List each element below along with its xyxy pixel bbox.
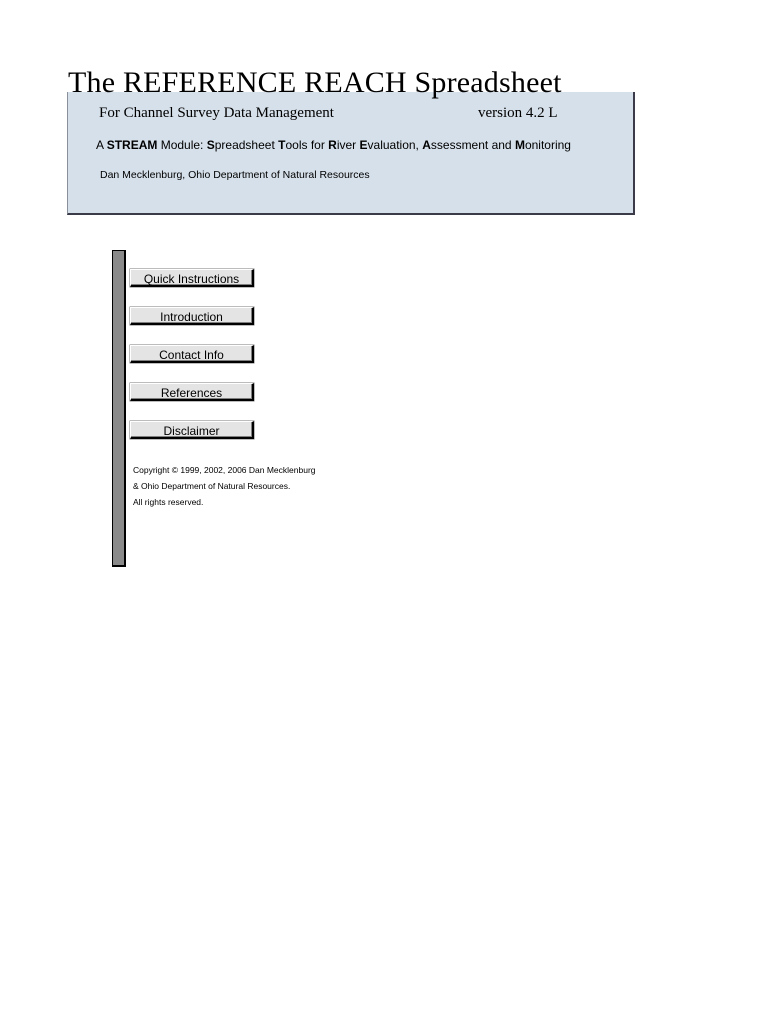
header-banner bbox=[67, 66, 635, 215]
references-button[interactable]: References bbox=[130, 383, 254, 401]
module-description: A STREAM Module: Spreadsheet Tools for River Evaluation, Assessment and Monitoring bbox=[96, 138, 571, 152]
quick-instructions-button[interactable]: Quick Instructions bbox=[130, 269, 254, 287]
version-label: version 4.2 L bbox=[478, 105, 558, 121]
disclaimer-button[interactable]: Disclaimer bbox=[130, 421, 254, 439]
app-subtitle: For Channel Survey Data Management bbox=[99, 105, 334, 121]
copyright-line-2: & Ohio Department of Natural Resources. bbox=[133, 481, 291, 491]
copyright-line-1: Copyright © 1999, 2002, 2006 Dan Mecklenburg bbox=[133, 465, 316, 475]
author-line: Dan Mecklenburg, Ohio Department of Natural Resources bbox=[100, 169, 370, 181]
copyright-line-3: All rights reserved. bbox=[133, 497, 204, 507]
copyright-notice bbox=[133, 462, 316, 510]
contact-info-button[interactable]: Contact Info bbox=[130, 345, 254, 363]
nav-side-bar bbox=[112, 250, 126, 567]
nav-button-group bbox=[130, 269, 254, 459]
introduction-button[interactable]: Introduction bbox=[130, 307, 254, 325]
app-title: The REFERENCE REACH Spreadsheet bbox=[68, 66, 562, 99]
